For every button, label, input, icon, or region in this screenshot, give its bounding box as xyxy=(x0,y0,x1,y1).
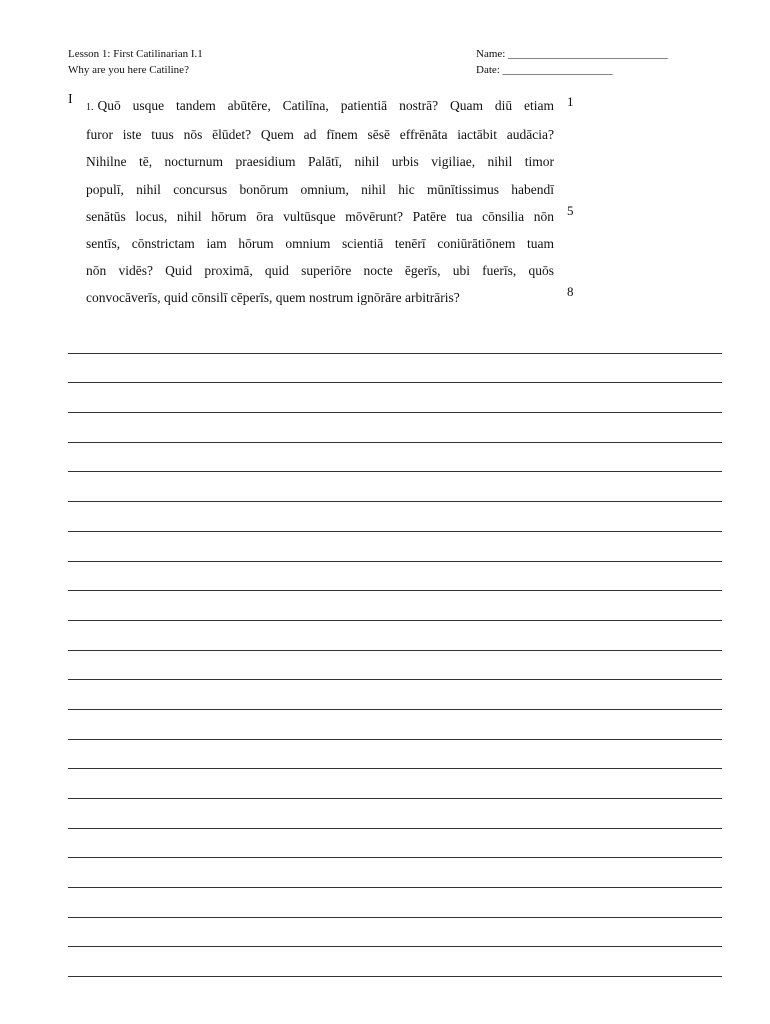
student-info xyxy=(476,46,668,78)
writing-line[interactable] xyxy=(68,829,722,859)
writing-line[interactable] xyxy=(68,502,722,532)
writing-line[interactable] xyxy=(68,918,722,948)
lesson-title: Lesson 1: First Catilinarian I.1 xyxy=(68,48,203,60)
writing-line[interactable] xyxy=(68,621,722,651)
writing-line[interactable] xyxy=(68,740,722,770)
passage-line: senātūs locus, nihil hōrum ōra vultūsque mōvērunt? Patēre tua cōnsilia nōn xyxy=(86,208,554,224)
writing-line[interactable] xyxy=(68,472,722,502)
writing-line[interactable] xyxy=(68,413,722,443)
writing-line[interactable] xyxy=(68,562,722,592)
line-number: 5 xyxy=(567,203,574,218)
writing-line[interactable] xyxy=(68,443,722,473)
line-number: 1 xyxy=(567,94,574,109)
writing-line[interactable] xyxy=(68,888,722,918)
passage-line: furor iste tuus nōs ēlūdet? Quem ad fīnem sēsē effrēnāta iactābit audācia? xyxy=(86,127,554,143)
latin-passage xyxy=(86,92,554,312)
line-number: 8 xyxy=(567,284,574,299)
writing-line[interactable] xyxy=(68,651,722,681)
writing-line[interactable] xyxy=(68,799,722,829)
writing-line[interactable] xyxy=(68,591,722,621)
date-field[interactable]: Date: ____________________ xyxy=(476,64,613,76)
writing-line[interactable] xyxy=(68,710,722,740)
writing-line[interactable] xyxy=(68,680,722,710)
writing-line[interactable] xyxy=(68,769,722,799)
writing-line[interactable] xyxy=(68,324,722,354)
writing-line[interactable] xyxy=(68,532,722,562)
chapter-number: I xyxy=(68,92,73,107)
writing-line[interactable] xyxy=(68,354,722,384)
lesson-question: Why are you here Catiline? xyxy=(68,64,189,76)
passage-line: convocāverīs, quid cōnsilī cēperīs, quem nostrum ignōrāre arbitrāris? xyxy=(86,290,460,306)
passage-line: sentīs, cōnstrictam iam hōrum omnium scientiā tenērī coniūrātiōnem tuam xyxy=(86,236,554,252)
passage-line: Nihilne tē, nocturnum praesidium Palātī, nihil urbis vigiliae, nihil timor xyxy=(86,154,554,170)
lesson-info xyxy=(68,46,203,78)
name-field[interactable]: Name: _____________________________ xyxy=(476,48,668,60)
passage-line: nōn vidēs? Quid proximā, quid superiōre nocte ēgerīs, ubi fuerīs, quōs xyxy=(86,263,554,279)
section-number: 1. xyxy=(86,102,94,113)
writing-line[interactable] xyxy=(68,858,722,888)
writing-line[interactable] xyxy=(68,947,722,977)
writing-line[interactable] xyxy=(68,383,722,413)
writing-area[interactable] xyxy=(68,324,722,977)
passage-line xyxy=(86,92,554,121)
passage-line: populī, nihil concursus bonōrum omnium, nihil hic mūnītissimus habendī xyxy=(86,181,554,197)
passage-line-text: Quō usque tandem abūtēre, Catilīna, patientiā nostrā? Quam diū etiam xyxy=(97,98,554,113)
